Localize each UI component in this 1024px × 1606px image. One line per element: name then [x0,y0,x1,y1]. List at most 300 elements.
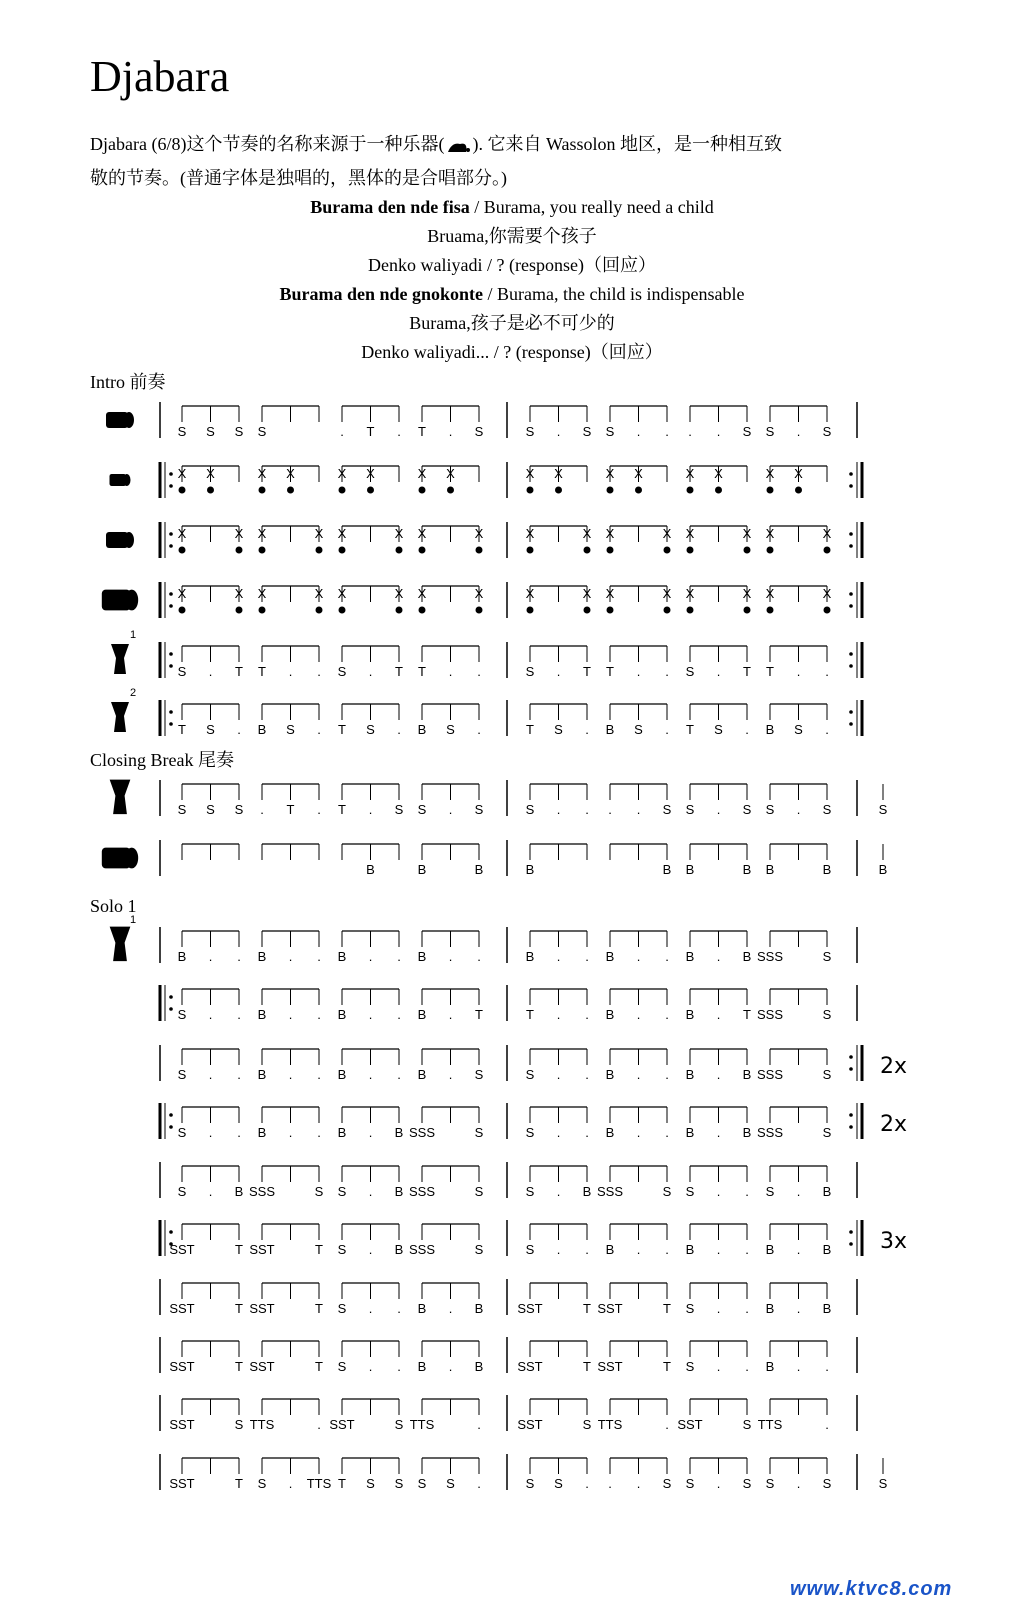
note-symbol: TTS [757,1417,783,1432]
note-symbol: B [525,862,535,877]
note-symbol: . [288,664,293,679]
note-symbol: . [288,1067,293,1082]
note-symbol: . [237,722,241,737]
note-bell [687,547,694,554]
note-symbol: S [394,1417,404,1432]
note-x: X [605,586,615,601]
note-x: X [417,526,427,541]
section-heading-closing: Closing Break 尾奏 [90,750,234,770]
note-symbol: SST [249,1301,275,1316]
note-x: X [582,586,592,601]
note-symbol: B [474,862,484,877]
note-symbol: . [585,1007,589,1022]
note-symbol: S [474,802,484,817]
note-bell [527,547,534,554]
note-x: X [662,586,672,601]
lyric-line-6: Denko waliyadi... / ? (response)（回应） [361,342,663,362]
repeat-count: 3x [880,1229,908,1254]
note-symbol: B [822,1184,832,1199]
lyric-solo: / Burama, the child is indispensable [483,284,745,304]
repeat-end-dot [849,652,853,656]
note-symbol: S [525,664,535,679]
note-symbol: B [765,862,775,877]
note-symbol: . [745,1359,749,1374]
note-x: X [742,526,752,541]
part-number: 1 [130,914,137,926]
final-note: S [878,1476,888,1491]
note-symbol: S [337,664,347,679]
note-symbol: B [234,1184,244,1199]
note-symbol: . [825,1359,829,1374]
note-symbol: SST [597,1359,623,1374]
note-symbol: S [337,1359,347,1374]
note-symbol: B [605,722,615,737]
note-symbol: T [663,1301,671,1316]
note-symbol: . [636,664,641,679]
note-symbol: T [606,664,614,679]
note-symbol: T [315,1242,323,1257]
kenkeni-small-drumhead-icon [123,474,131,486]
note-symbol: SST [169,1301,195,1316]
note-symbol: B [257,1007,267,1022]
note-bell [795,487,802,494]
note-symbol: B [417,1067,427,1082]
note-symbol: T [418,424,426,439]
note-symbol: B [337,1067,347,1082]
note-symbol: . [585,802,589,817]
lyric-solo: / Burama, you really need a child [469,197,714,217]
page-title: Djabara [90,52,230,101]
note-symbol: B [765,1359,775,1374]
note-symbol: B [765,722,775,737]
note-x: X [257,586,267,601]
note-symbol: . [585,1242,589,1257]
note-symbol: S [822,1476,832,1491]
note-symbol: . [636,1476,641,1491]
note-symbol: S [446,722,455,737]
note-symbol: . [585,722,589,737]
note-symbol: . [716,949,721,964]
note-symbol: S [525,424,535,439]
note-symbol: S [474,1242,484,1257]
section-heading-solo: Solo 1 [90,896,137,916]
part-number: 2 [130,687,137,699]
note-symbol: . [368,1184,373,1199]
note-x: X [714,466,723,481]
repeat-end-dot [849,1125,853,1129]
note-x: X [662,526,672,541]
note-x: X [525,586,535,601]
note-symbol: B [662,862,672,877]
note-x: X [605,466,615,481]
note-symbol: B [742,1067,752,1082]
note-symbol: S [685,1359,695,1374]
note-symbol: . [368,1242,373,1257]
note-symbol: S [474,1184,484,1199]
bar-line-open-dot [169,652,173,656]
note-bell [767,607,774,614]
bar-line-open-dot [169,1125,173,1129]
note-symbol: . [636,1125,641,1140]
note-bell [259,607,266,614]
note-symbol: . [397,424,401,439]
note-symbol: . [556,1184,561,1199]
note-symbol: B [177,949,187,964]
note-symbol: B [337,1007,347,1022]
part-number: 1 [130,629,137,641]
dundunba-drumhead-icon [125,590,138,611]
note-x: X [474,586,484,601]
note-symbol: S [234,1417,244,1432]
note-symbol: T [286,802,295,817]
note-x: X [366,466,375,481]
note-symbol: S [417,802,427,817]
watermark: www.ktvc8.com [790,1578,953,1600]
note-bell [447,487,454,494]
note-symbol: . [448,664,453,679]
note-symbol: . [636,1242,641,1257]
note-bell [179,487,186,494]
note-symbol: . [745,722,749,737]
note-symbol: T [366,424,375,439]
note-symbol: . [636,1007,641,1022]
note-symbol: TTS [597,1417,623,1432]
note-symbol: S [822,1007,832,1022]
note-symbol: . [716,802,721,817]
note-symbol: B [822,1301,832,1316]
note-x: X [257,526,267,541]
note-symbol: . [745,1184,749,1199]
note-symbol: S [177,1125,187,1140]
note-symbol: B [394,1242,404,1257]
note-symbol: B [257,1125,267,1140]
bar-line-open-dot [169,995,173,999]
note-symbol: SST [517,1359,543,1374]
note-bell [236,607,243,614]
note-symbol: . [556,1067,561,1082]
note-x: X [605,526,615,541]
note-symbol: B [417,1359,427,1374]
bar-line-open-dot [169,1230,173,1234]
note-symbol: TTS [409,1417,435,1432]
note-symbol: . [585,1067,589,1082]
note-symbol: . [368,802,373,817]
note-symbol: . [368,1359,373,1374]
note-bell [396,547,403,554]
note-symbol: S [366,722,375,737]
note-symbol: TTS [306,1476,332,1491]
bar-line-open-dot [169,664,173,668]
note-symbol: . [688,424,692,439]
note-symbol: B [605,1125,615,1140]
note-symbol: . [796,424,801,439]
note-bell [339,547,346,554]
note-symbol: SST [517,1301,543,1316]
note-symbol: T [338,1476,346,1491]
note-symbol: S [337,1184,347,1199]
repeat-end-dot [849,544,853,548]
note-bell [527,607,534,614]
note-bell [607,547,614,554]
note-symbol: . [368,1007,373,1022]
note-symbol: . [796,1301,801,1316]
note-x: X [177,466,187,481]
note-symbol: S [662,1184,672,1199]
repeat-end-dot [849,664,853,668]
note-symbol: S [177,424,187,439]
note-x: X [765,586,775,601]
note-symbol: . [288,1007,293,1022]
note-symbol: . [825,722,829,737]
note-symbol: B [417,949,427,964]
note-symbol: B [685,1125,695,1140]
lyric-chorus: Burama den nde fisa [310,197,470,217]
note-x: X [765,466,775,481]
note-symbol: T [526,722,534,737]
note-symbol: S [206,802,215,817]
lyric-chorus: Burama den nde gnokonte [279,284,484,304]
note-x: X [234,526,244,541]
note-symbol: T [315,1359,323,1374]
note-symbol: . [477,949,481,964]
note-symbol: . [556,424,561,439]
note-x: X [177,526,187,541]
djembe-icon [110,780,131,815]
note-symbol: S [794,722,803,737]
note-symbol: . [208,1125,213,1140]
note-symbol: B [582,1184,592,1199]
note-bell [476,547,483,554]
note-symbol: S [822,949,832,964]
note-symbol: B [685,1242,695,1257]
note-symbol: T [235,1359,243,1374]
note-symbol: S [366,1476,375,1491]
repeat-count: 2x [880,1054,908,1079]
note-symbol: . [448,1359,453,1374]
note-symbol: B [685,862,695,877]
note-symbol: . [665,1067,669,1082]
note-x: X [822,526,832,541]
note-x: X [234,586,244,601]
note-bell [316,607,323,614]
note-symbol: . [397,1301,401,1316]
note-symbol: SSS [756,1067,784,1082]
note-symbol: SST [249,1242,275,1257]
note-symbol: . [556,802,561,817]
note-bell [607,487,614,494]
note-symbol: B [417,1301,427,1316]
note-x: X [394,526,404,541]
note-symbol: . [556,1242,561,1257]
note-symbol: S [474,424,484,439]
note-symbol: . [208,1184,213,1199]
note-symbol: T [178,722,186,737]
repeat-count: 2x [880,1112,908,1137]
note-symbol: S [582,1417,592,1432]
note-symbol: S [685,664,695,679]
note-symbol: . [448,424,453,439]
note-symbol: . [340,424,344,439]
note-x: X [765,526,775,541]
note-symbol: B [765,1242,775,1257]
note-symbol: . [448,802,453,817]
note-symbol: B [822,862,832,877]
note-symbol: . [317,949,321,964]
note-symbol: S [257,424,267,439]
note-symbol: . [237,1007,241,1022]
note-symbol: . [585,949,589,964]
note-x: X [742,586,752,601]
note-symbol: . [288,1476,293,1491]
note-symbol: S [742,1476,752,1491]
note-x: X [634,466,643,481]
bar-line-open-dot [169,1007,173,1011]
note-symbol: B [366,862,375,877]
note-symbol: S [234,802,244,817]
note-symbol: SSS [756,1007,784,1022]
note-bell [476,607,483,614]
note-x: X [286,466,295,481]
note-symbol: S [417,1476,427,1491]
note-symbol: B [685,1067,695,1082]
note-symbol: . [368,1067,373,1082]
note-symbol: . [448,1067,453,1082]
note-symbol: T [743,1007,751,1022]
note-symbol: . [237,1125,241,1140]
bar-line-open-dot [169,1113,173,1117]
note-bell [555,487,562,494]
note-symbol: SSS [408,1184,436,1199]
note-symbol: . [716,1476,721,1491]
note-x: X [337,466,347,481]
note-symbol: S [446,1476,455,1491]
note-symbol: . [796,1242,801,1257]
repeat-end-dot [849,472,853,476]
note-bell [584,607,591,614]
note-symbol: . [636,802,641,817]
note-symbol: . [796,664,801,679]
note-symbol: . [745,1242,749,1257]
note-symbol: . [716,424,721,439]
note-symbol: . [636,1067,641,1082]
note-symbol: SST [329,1417,355,1432]
note-symbol: . [477,664,481,679]
note-symbol: SST [597,1301,623,1316]
note-symbol: S [822,802,832,817]
note-symbol: . [716,664,721,679]
note-symbol: B [605,1007,615,1022]
note-symbol: B [474,1359,484,1374]
note-bell [419,607,426,614]
note-symbol: S [765,1184,775,1199]
note-symbol: . [317,1007,321,1022]
note-symbol: S [742,424,752,439]
note-symbol: SST [169,1242,195,1257]
note-symbol: T [338,722,346,737]
note-symbol: T [583,664,591,679]
note-symbol: T [235,1476,243,1491]
note-symbol: T [686,722,694,737]
repeat-end-dot [849,1230,853,1234]
note-bell [687,607,694,614]
note-bell [259,547,266,554]
note-symbol: B [765,1301,775,1316]
final-note: B [878,862,888,877]
note-bell [744,607,751,614]
note-bell [607,607,614,614]
note-bell [339,607,346,614]
note-x: X [417,586,427,601]
note-symbol: S [177,802,187,817]
note-bell [767,487,774,494]
note-symbol: B [337,949,347,964]
note-symbol: . [477,1417,481,1432]
note-symbol: . [397,949,401,964]
djembe-icon [111,702,129,732]
note-bell [687,487,694,494]
section-heading-intro: Intro 前奏 [90,372,166,392]
note-x: X [525,466,535,481]
note-x: X [177,586,187,601]
note-symbol: B [605,1067,615,1082]
note-symbol: SSS [408,1125,436,1140]
note-symbol: . [585,1476,589,1491]
note-symbol: . [796,1359,801,1374]
intro-line-2: 敬的节奏。(普通字体是独唱的，黑体的是合唱部分。) [90,168,507,188]
note-bell [316,547,323,554]
note-symbol: B [417,862,427,877]
note-x: X [525,526,535,541]
note-symbol: S [685,1184,695,1199]
note-symbol: S [525,1067,535,1082]
note-bell [367,487,374,494]
note-symbol: SST [677,1417,703,1432]
note-symbol: SST [517,1417,543,1432]
note-x: X [685,526,695,541]
note-symbol: . [397,722,401,737]
repeat-end-dot [849,1067,853,1071]
note-symbol: B [257,722,267,737]
note-symbol: . [397,1067,401,1082]
note-symbol: S [742,1417,752,1432]
note-bell [419,547,426,554]
bar-line-open-dot [169,604,173,608]
note-symbol: . [636,949,641,964]
note-symbol: . [448,1301,453,1316]
final-note: S [878,802,888,817]
note-symbol: T [766,664,774,679]
note-symbol: . [368,949,373,964]
note-x: X [394,586,404,601]
note-bell [339,487,346,494]
note-symbol: . [665,1242,669,1257]
note-symbol: B [525,949,535,964]
note-symbol: B [417,1007,427,1022]
note-symbol: S [257,1476,267,1491]
note-symbol: . [556,664,561,679]
note-symbol: B [417,722,427,737]
note-symbol: . [317,1417,321,1432]
note-symbol: B [394,1125,404,1140]
note-x: X [685,466,695,481]
note-symbol: S [554,722,563,737]
note-symbol: T [395,664,403,679]
note-symbol: S [394,1476,404,1491]
note-symbol: . [716,1184,721,1199]
note-bell [259,487,266,494]
note-symbol: SSS [596,1184,624,1199]
note-symbol: S [337,1301,347,1316]
